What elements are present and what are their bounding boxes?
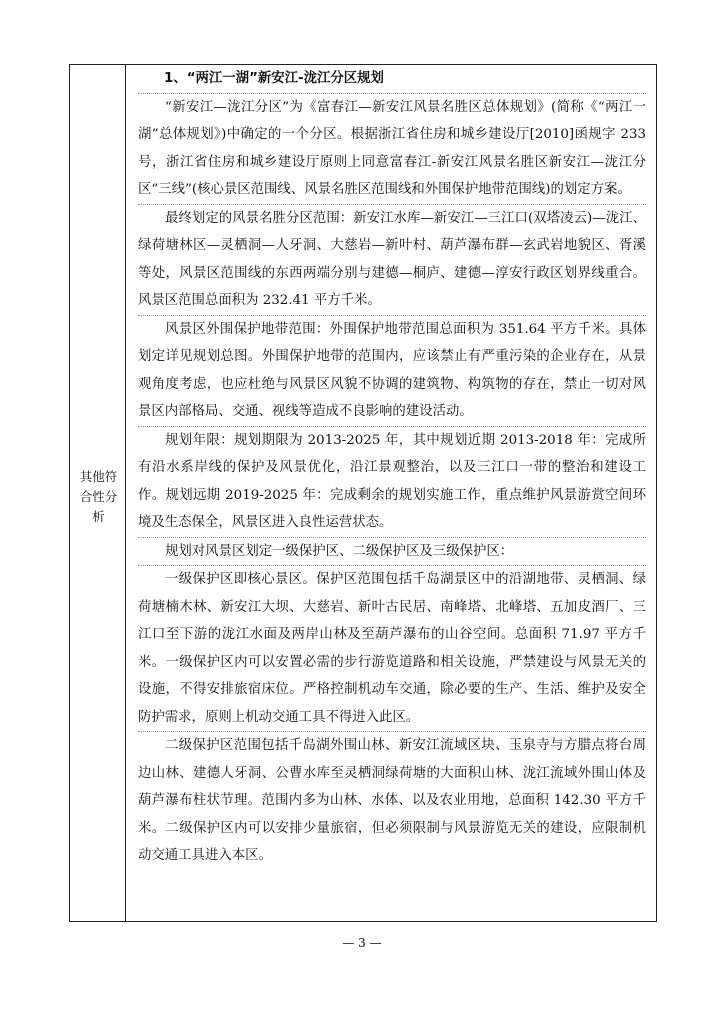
side-label-cell <box>70 65 126 921</box>
paragraph-4: 规划年限：规划期限为 2013-2025 年，其中规划近期 2013-2018 年：完成所有沿水系岸线的保护及风景优化，沿江景观整治，以及三江口一带的整治和建设工作。规划远期 2019-2025 年：完成剩余的规划实施工作，重点维护风景游赏空间环境及生态保全，风景区进入良性运营状态。 <box>138 427 646 538</box>
paragraph-7: 二级保护区范围包括千岛湖外围山林、新安江流域区块、玉泉寺与方腊点将台周边山林、建德人牙洞、公曹水库至灵栖洞绿荷塘的大面积山林、泷江流域外围山体及葫芦瀑布柱状节理。范围内多为山林、水体、以及农业用地，总面积 142.30 平方千米。二级保护区内可以安排少量旅宿，但必须限制与风景游览无关的建设，应限制机动交通工具进入本区。 <box>138 738 646 863</box>
paragraph-2: 最终划定的风景名胜分区范围：新安江水库—新安江—三江口(双塔凌云)—泷江、绿荷塘林区—灵栖洞—人牙洞、大慈岩—新叶村、葫芦瀑布群—玄武岩地貌区、胥溪等处，风景区范围线的东西两端分别与建德—桐庐、建德—淳安行政区划界线重合。风景区范围总面积为 232.41 平方千米。 <box>138 205 646 316</box>
section-heading: 1、“两江一湖”新安江-泷江分区规划 <box>138 65 646 94</box>
paragraph-5: 规划对风景区划定一级保护区、二级保护区及三级保护区： <box>138 538 646 567</box>
main-content-cell <box>126 65 656 921</box>
side-label: 其他符合性分析 <box>79 469 118 524</box>
paragraph-3: 风景区外围保护地带范围：外围保护地带范围总面积为 351.64 平方千米。具体划定详见规划总图。外围保护地带的范围内，应该禁止有严重污染的企业存在，从景观角度考虑，也应杜绝与风景区风貌不协调的建筑物、构筑物的存在，禁止一切对风景区内部格局、交通、视线等造成不良影响的建设活动。 <box>138 316 646 427</box>
content-table <box>69 64 657 922</box>
paragraph-1: “新安江—泷江分区”为《富春江—新安江风景名胜区总体规划》(简称《“两江一湖”总体规划》)中确定的一个分区。根据浙江省住房和城乡建设厅[2010]函规字 233 号，浙江省住房和城乡建设厅原则上同意富春江-新安江风景名胜区新安江—泷江分区“三线”(核心景区范围线、风景名胜区范围线和外围保护地带范围线)的划定方案。 <box>138 94 646 205</box>
page-number: — 3 — <box>342 936 382 950</box>
paragraph-6: 一级保护区即核心景区。保护区范围包括千岛湖景区中的沿湖地带、灵栖洞、绿荷塘楠木林、新安江大坝、大慈岩、新叶古民居、南峰塔、北峰塔、五加皮酒厂、三江口至下游的泷江水面及两岸山林及至葫芦瀑布的山谷空间。总面积 71.97 平方千米。一级保护区内可以安置必需的步行游览道路和相关设施，严禁建设与风景无关的设施，不得安排旅宿床位。严格控制机动车交通，除必要的生产、生活、维护及安全防护需求，原则上机动交通工具不得进入此区。 <box>138 566 646 732</box>
